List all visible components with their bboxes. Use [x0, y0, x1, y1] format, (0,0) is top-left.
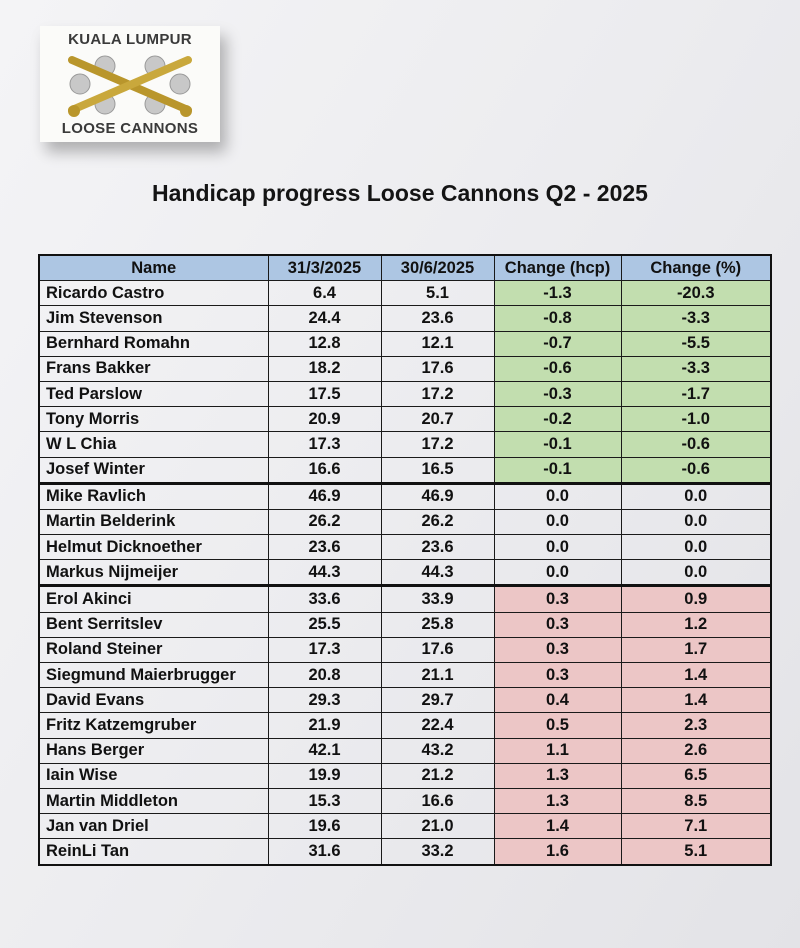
table-row [39, 331, 771, 356]
cell-handicap-q2: 44.3 [381, 560, 494, 586]
cell-name: Ted Parslow [39, 381, 268, 406]
cell-handicap-q2: 17.2 [381, 381, 494, 406]
cell-change-hcp: 1.4 [494, 814, 621, 839]
cell-change-hcp: 0.3 [494, 612, 621, 637]
cell-name: Siegmund Maierbrugger [39, 663, 268, 688]
table-row [39, 306, 771, 331]
cell-handicap-q1: 23.6 [268, 535, 381, 560]
cell-change-pct: 0.0 [621, 535, 771, 560]
table-row [39, 432, 771, 457]
table-row [39, 839, 771, 865]
cell-change-hcp: 0.4 [494, 688, 621, 713]
header-q1: 31/3/2025 [268, 255, 381, 281]
cell-handicap-q2: 17.2 [381, 432, 494, 457]
cell-change-hcp: 1.3 [494, 788, 621, 813]
cell-handicap-q1: 17.5 [268, 381, 381, 406]
cell-change-hcp: -0.7 [494, 331, 621, 356]
cell-name: Bent Serritslev [39, 612, 268, 637]
cell-change-pct: 0.0 [621, 483, 771, 509]
cell-handicap-q2: 16.6 [381, 788, 494, 813]
cell-handicap-q2: 43.2 [381, 738, 494, 763]
cell-handicap-q1: 31.6 [268, 839, 381, 865]
cell-name: Erol Akinci [39, 586, 268, 612]
cell-handicap-q1: 12.8 [268, 331, 381, 356]
cell-handicap-q2: 33.9 [381, 586, 494, 612]
cell-change-pct: -1.7 [621, 381, 771, 406]
cell-handicap-q2: 21.2 [381, 763, 494, 788]
table-row [39, 535, 771, 560]
cell-change-pct: 1.4 [621, 688, 771, 713]
cell-name: ReinLi Tan [39, 839, 268, 865]
table-header-row [39, 255, 771, 281]
cell-change-pct: -5.5 [621, 331, 771, 356]
cell-change-pct: -20.3 [621, 281, 771, 306]
club-logo [40, 26, 220, 142]
cell-change-hcp: -0.2 [494, 407, 621, 432]
table-row [39, 586, 771, 612]
cell-change-pct: 2.6 [621, 738, 771, 763]
cell-name: David Evans [39, 688, 268, 713]
cell-name: Roland Steiner [39, 637, 268, 662]
logo-line-2: LOOSE CANNONS [61, 120, 199, 137]
cell-handicap-q1: 16.6 [268, 457, 381, 483]
header-change-hcp: Change (hcp) [494, 255, 621, 281]
cell-handicap-q1: 20.9 [268, 407, 381, 432]
table-row [39, 281, 771, 306]
cell-name: Josef Winter [39, 457, 268, 483]
cell-name: Jim Stevenson [39, 306, 268, 331]
cell-change-hcp: 1.3 [494, 763, 621, 788]
crossed-cannons-icon [60, 50, 200, 120]
cell-change-hcp: -0.8 [494, 306, 621, 331]
cell-change-pct: -1.0 [621, 407, 771, 432]
cell-change-pct: 2.3 [621, 713, 771, 738]
cell-change-pct: -0.6 [621, 432, 771, 457]
table-row [39, 814, 771, 839]
cell-handicap-q2: 22.4 [381, 713, 494, 738]
table-row [39, 763, 771, 788]
cell-change-hcp: 1.1 [494, 738, 621, 763]
cell-handicap-q2: 5.1 [381, 281, 494, 306]
cell-handicap-q1: 42.1 [268, 738, 381, 763]
cell-handicap-q1: 26.2 [268, 509, 381, 534]
cell-change-pct: 1.2 [621, 612, 771, 637]
cell-handicap-q1: 33.6 [268, 586, 381, 612]
cell-handicap-q1: 20.8 [268, 663, 381, 688]
table-row [39, 663, 771, 688]
cell-name: Ricardo Castro [39, 281, 268, 306]
cell-handicap-q1: 17.3 [268, 637, 381, 662]
cell-handicap-q1: 21.9 [268, 713, 381, 738]
cell-handicap-q1: 24.4 [268, 306, 381, 331]
cell-change-pct: 7.1 [621, 814, 771, 839]
cell-change-pct: 1.7 [621, 637, 771, 662]
cell-change-pct: 0.0 [621, 560, 771, 586]
cell-handicap-q2: 29.7 [381, 688, 494, 713]
cell-handicap-q2: 12.1 [381, 331, 494, 356]
table-row [39, 407, 771, 432]
cell-name: Iain Wise [39, 763, 268, 788]
cell-handicap-q1: 19.6 [268, 814, 381, 839]
cell-name: Martin Belderink [39, 509, 268, 534]
cell-change-pct: 6.5 [621, 763, 771, 788]
cell-handicap-q1: 18.2 [268, 356, 381, 381]
cell-handicap-q2: 21.0 [381, 814, 494, 839]
cell-change-pct: 8.5 [621, 788, 771, 813]
cell-change-pct: 1.4 [621, 663, 771, 688]
cell-name: Hans Berger [39, 738, 268, 763]
table-row [39, 560, 771, 586]
cell-change-hcp: 0.0 [494, 560, 621, 586]
cell-change-pct: 5.1 [621, 839, 771, 865]
cell-name: Tony Morris [39, 407, 268, 432]
cell-handicap-q2: 23.6 [381, 535, 494, 560]
cell-change-hcp: 0.0 [494, 509, 621, 534]
cell-handicap-q1: 46.9 [268, 483, 381, 509]
cell-handicap-q1: 15.3 [268, 788, 381, 813]
table-row [39, 457, 771, 483]
cell-handicap-q1: 29.3 [268, 688, 381, 713]
header-q2: 30/6/2025 [381, 255, 494, 281]
cell-change-pct: 0.9 [621, 586, 771, 612]
cell-name: Mike Ravlich [39, 483, 268, 509]
cell-change-hcp: 0.5 [494, 713, 621, 738]
cell-change-hcp: 0.0 [494, 483, 621, 509]
cell-name: Martin Middleton [39, 788, 268, 813]
cell-handicap-q2: 33.2 [381, 839, 494, 865]
header-name: Name [39, 255, 268, 281]
cell-name: Bernhard Romahn [39, 331, 268, 356]
cell-handicap-q2: 17.6 [381, 356, 494, 381]
cell-name: Jan van Driel [39, 814, 268, 839]
cell-change-hcp: 0.3 [494, 586, 621, 612]
cell-handicap-q2: 20.7 [381, 407, 494, 432]
cell-handicap-q2: 46.9 [381, 483, 494, 509]
cell-change-hcp: -1.3 [494, 281, 621, 306]
cell-change-pct: -3.3 [621, 306, 771, 331]
cell-change-pct: -3.3 [621, 356, 771, 381]
table-row [39, 688, 771, 713]
table-row [39, 612, 771, 637]
cell-change-hcp: 1.6 [494, 839, 621, 865]
table-row [39, 738, 771, 763]
table-row [39, 637, 771, 662]
cell-handicap-q1: 44.3 [268, 560, 381, 586]
cell-change-hcp: -0.6 [494, 356, 621, 381]
cell-handicap-q1: 19.9 [268, 763, 381, 788]
cell-handicap-q1: 25.5 [268, 612, 381, 637]
cell-handicap-q2: 21.1 [381, 663, 494, 688]
cell-handicap-q2: 17.6 [381, 637, 494, 662]
cell-change-hcp: -0.3 [494, 381, 621, 406]
table-row [39, 713, 771, 738]
table-row [39, 788, 771, 813]
table-row [39, 381, 771, 406]
logo-line-1: KUALA LUMPUR [68, 31, 192, 48]
cell-handicap-q2: 25.8 [381, 612, 494, 637]
table-row [39, 509, 771, 534]
cell-handicap-q2: 26.2 [381, 509, 494, 534]
handicap-table [38, 254, 772, 866]
cell-handicap-q2: 16.5 [381, 457, 494, 483]
cell-name: Fritz Katzemgruber [39, 713, 268, 738]
cell-change-hcp: -0.1 [494, 432, 621, 457]
cell-name: W L Chia [39, 432, 268, 457]
page-title: Handicap progress Loose Cannons Q2 - 2025 [152, 180, 648, 206]
table-row [39, 356, 771, 381]
table-row [39, 483, 771, 509]
cell-change-hcp: 0.0 [494, 535, 621, 560]
cell-change-pct: 0.0 [621, 509, 771, 534]
cell-handicap-q2: 23.6 [381, 306, 494, 331]
header-change-pct: Change (%) [621, 255, 771, 281]
cell-change-pct: -0.6 [621, 457, 771, 483]
cell-handicap-q1: 6.4 [268, 281, 381, 306]
cell-name: Markus Nijmeijer [39, 560, 268, 586]
cell-change-hcp: 0.3 [494, 663, 621, 688]
cell-handicap-q1: 17.3 [268, 432, 381, 457]
cell-name: Helmut Dicknoether [39, 535, 268, 560]
cell-change-hcp: -0.1 [494, 457, 621, 483]
cell-change-hcp: 0.3 [494, 637, 621, 662]
cell-name: Frans Bakker [39, 356, 268, 381]
